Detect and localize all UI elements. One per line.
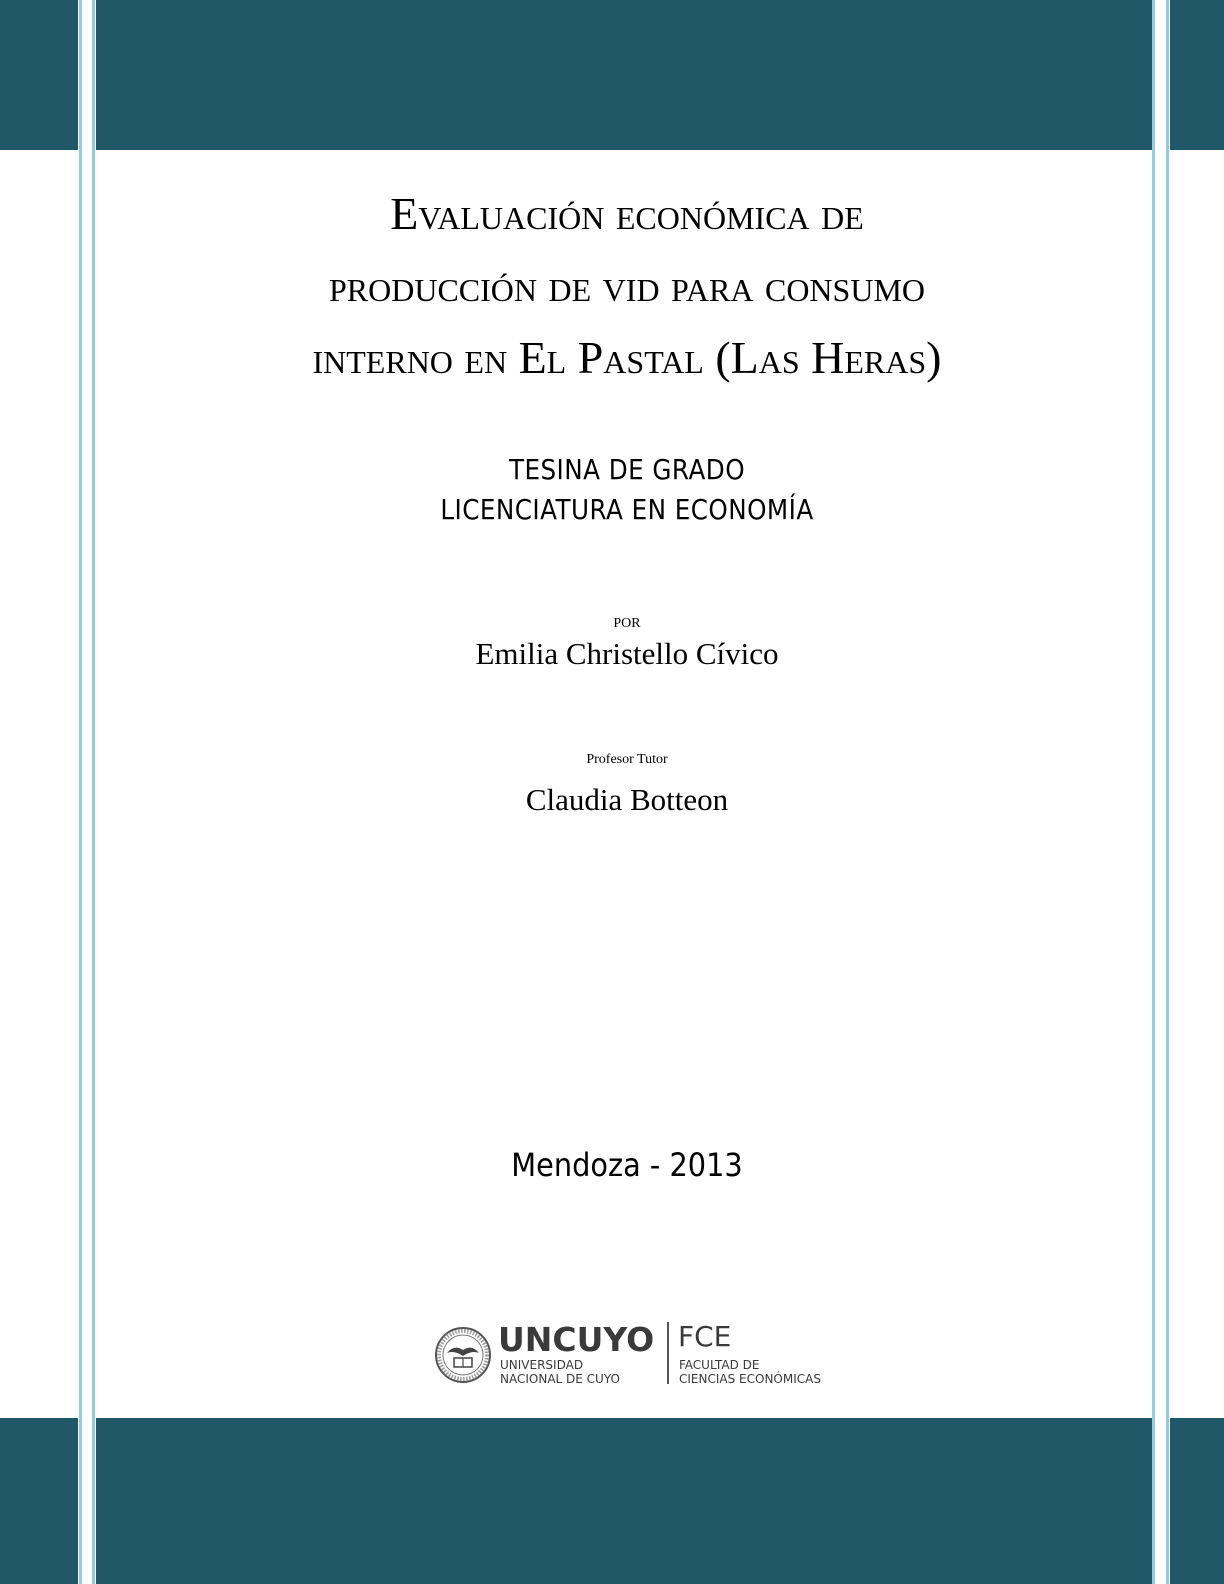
- faculty-name: FCE: [678, 1320, 732, 1353]
- right-outer-rule: [1166, 0, 1169, 1584]
- title-line-3: interno en El Pastal (Las Heras): [312, 332, 942, 383]
- tutor-label: Profesor Tutor: [586, 752, 668, 767]
- university-seal-icon: [434, 1326, 492, 1384]
- left-outer-rule: [79, 0, 82, 1584]
- bottom-left-band: [0, 1418, 78, 1584]
- degree-type: TESINA DE GRADO: [508, 453, 746, 486]
- author-name: Emilia Christello Cívico: [475, 636, 779, 671]
- degree-program: LICENCIATURA EN ECONOMÍA: [440, 493, 814, 526]
- title-line-2: producción de vid para consumo: [328, 260, 925, 311]
- institution-logo: [434, 1322, 854, 1392]
- left-inner-rule: [92, 0, 95, 1584]
- top-center-band: [96, 0, 1152, 150]
- top-right-band: [1170, 0, 1224, 150]
- top-left-band: [0, 0, 78, 150]
- university-sub-1: UNIVERSIDAD: [500, 1358, 584, 1372]
- place-year: Mendoza - 2013: [511, 1146, 743, 1184]
- logo-divider: [667, 1322, 669, 1384]
- faculty-sub-2: CIENCIAS ECONÓMICAS: [679, 1372, 821, 1386]
- university-name: UNCUYO: [498, 1320, 655, 1359]
- bottom-center-band: [96, 1418, 1152, 1584]
- document-title: [96, 178, 1158, 394]
- title-line-1: Evaluación económica de: [390, 188, 864, 239]
- author-prefix: POR: [613, 616, 641, 631]
- university-sub-2: NACIONAL DE CUYO: [500, 1372, 620, 1386]
- tutor-name: Claudia Botteon: [525, 782, 729, 817]
- faculty-sub-1: FACULTAD DE: [679, 1358, 760, 1372]
- bottom-right-band: [1170, 1418, 1224, 1584]
